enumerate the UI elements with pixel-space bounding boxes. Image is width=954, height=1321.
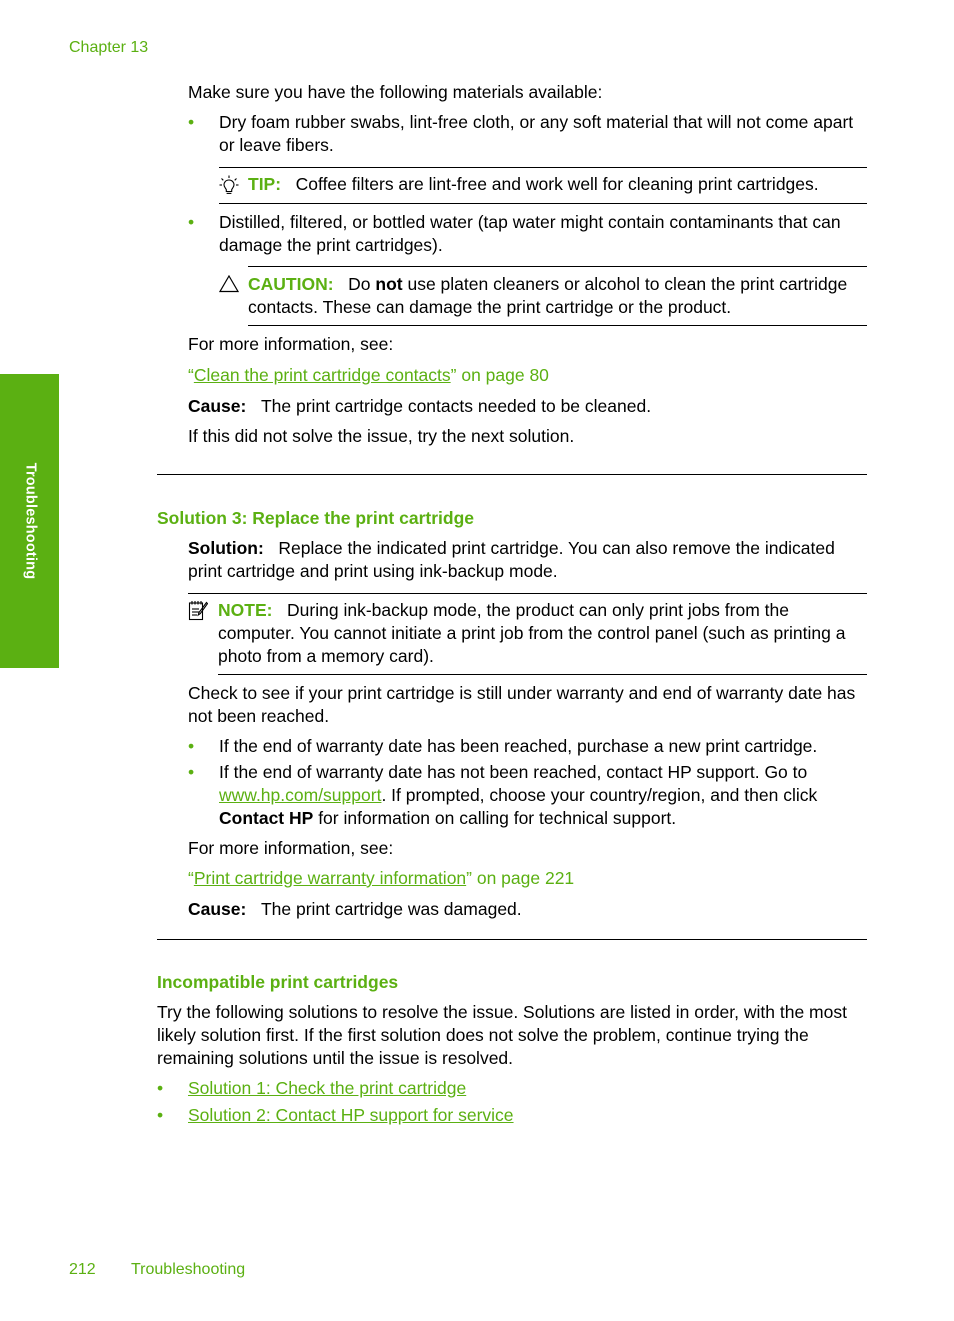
link-suffix: ” on page 80 bbox=[450, 365, 549, 385]
caution-rule-top bbox=[248, 266, 867, 267]
bullet-marker: • bbox=[188, 736, 195, 756]
more-info-1: For more information, see: bbox=[188, 334, 394, 354]
cause-text: The print cartridge was damaged. bbox=[260, 899, 522, 919]
materials-bullet-2: Distilled, filtered, or bottled water (tap water might contain contaminants that can damage the print cartridges). bbox=[219, 212, 841, 255]
caution-post: use platen cleaners or alcohol to clean the print cartridge contacts. These can damage the print cartridge or the product. bbox=[248, 274, 848, 317]
caution-rule-bottom bbox=[248, 325, 867, 326]
bullet-marker: • bbox=[188, 112, 195, 132]
section-divider-1 bbox=[157, 474, 867, 475]
solution-3-heading: Solution 3: Replace the print cartridge bbox=[157, 508, 474, 528]
more-info-2: For more information, see: bbox=[188, 838, 394, 858]
note-rule-bottom bbox=[218, 674, 867, 675]
note-pad-icon bbox=[188, 600, 208, 621]
footer-section: Troubleshooting bbox=[131, 1261, 246, 1278]
solution-2-link-text[interactable]: Solution 2: Contact HP support for service bbox=[188, 1105, 514, 1125]
hp-support-link[interactable]: www.hp.com/support bbox=[219, 785, 382, 805]
warranty-info-link[interactable] bbox=[188, 867, 868, 890]
contact-hp-bold: Contact HP bbox=[219, 808, 314, 828]
cause-1 bbox=[188, 395, 868, 418]
warranty-bullet-1: If the end of warranty date has been reached, purchase a new print cartridge. bbox=[219, 736, 818, 756]
incompatible-intro: Try the following solutions to resolve the issue. Solutions are listed in order, with the most likely solution first. If the first solution does not solve the problem, continue trying the remaining solutions until the issue is resolved. bbox=[157, 1002, 847, 1068]
bullet-marker: • bbox=[157, 1078, 164, 1098]
side-tab-label: Troubleshooting bbox=[22, 462, 38, 580]
tip-label: TIP: bbox=[248, 174, 282, 194]
caution-bold: not bbox=[375, 274, 403, 294]
solution-body: Replace the indicated print cartridge. You can also remove the indicated print cartridge and print using ink-backup mode. bbox=[188, 538, 835, 581]
solution-3-text bbox=[188, 537, 868, 583]
caution-pre: Do bbox=[348, 274, 371, 294]
solution-2-link[interactable] bbox=[188, 1104, 514, 1127]
clean-contacts-link[interactable] bbox=[188, 364, 868, 387]
caution-text bbox=[248, 273, 868, 319]
bullet2-pre: If the end of warranty date has not been reached, contact HP support. Go to bbox=[219, 762, 808, 782]
cause-label: Cause: bbox=[188, 899, 247, 919]
materials-bullet-1: Dry foam rubber swabs, lint-free cloth, or any soft material that will not come apart or leave fibers. bbox=[219, 112, 854, 155]
cause-text: The print cartridge contacts needed to be cleaned. bbox=[260, 396, 652, 416]
bullet2-post: for information on calling for technical support. bbox=[318, 808, 677, 828]
bullet2-mid: . If prompted, choose your country/region, and then click bbox=[381, 785, 818, 805]
caution-label: CAUTION: bbox=[248, 274, 334, 294]
incompatible-heading: Incompatible print cartridges bbox=[157, 972, 399, 992]
warranty-check-text: Check to see if your print cartridge is still under warranty and end of warranty date has not been reached. bbox=[188, 683, 856, 726]
cause-2 bbox=[188, 898, 868, 921]
chapter-header: Chapter 13 bbox=[69, 39, 149, 56]
note-rule-top bbox=[188, 593, 867, 594]
materials-intro: Make sure you have the following materials available: bbox=[188, 82, 603, 102]
caution-triangle-icon bbox=[219, 275, 239, 293]
note-label: NOTE: bbox=[218, 600, 273, 620]
solution-1-link-text[interactable]: Solution 1: Check the print cartridge bbox=[188, 1078, 467, 1098]
link-suffix: ” on page 221 bbox=[466, 868, 575, 888]
bullet-marker: • bbox=[157, 1105, 164, 1125]
section-divider-2 bbox=[157, 939, 867, 940]
tip-body: Coffee filters are lint-free and work well for cleaning print cartridges. bbox=[295, 174, 819, 194]
bullet-marker: • bbox=[188, 762, 195, 782]
cause-label: Cause: bbox=[188, 396, 247, 416]
lightbulb-icon bbox=[219, 175, 239, 197]
link-text[interactable]: Clean the print cartridge contacts bbox=[193, 365, 451, 385]
note-body: During ink-backup mode, the product can only print jobs from the computer. You cannot initiate a print job from the control panel (such as printing a photo from a memory card). bbox=[218, 600, 846, 666]
next-solution-text: If this did not solve the issue, try the next solution. bbox=[188, 426, 575, 446]
link-text[interactable]: Print cartridge warranty information bbox=[193, 868, 467, 888]
page-number: 212 bbox=[69, 1261, 96, 1278]
bullet-marker: • bbox=[188, 212, 195, 232]
tip-text bbox=[248, 173, 868, 196]
solution-1-link[interactable] bbox=[188, 1077, 466, 1100]
solution-label: Solution: bbox=[188, 538, 264, 558]
note-text bbox=[218, 599, 868, 668]
link-open-quote: “ bbox=[188, 868, 194, 888]
warranty-bullet-2 bbox=[219, 761, 869, 830]
tip-rule-top bbox=[219, 167, 867, 168]
tip-rule-bottom bbox=[219, 203, 867, 204]
link-open-quote: “ bbox=[188, 365, 194, 385]
side-tab bbox=[0, 374, 59, 668]
